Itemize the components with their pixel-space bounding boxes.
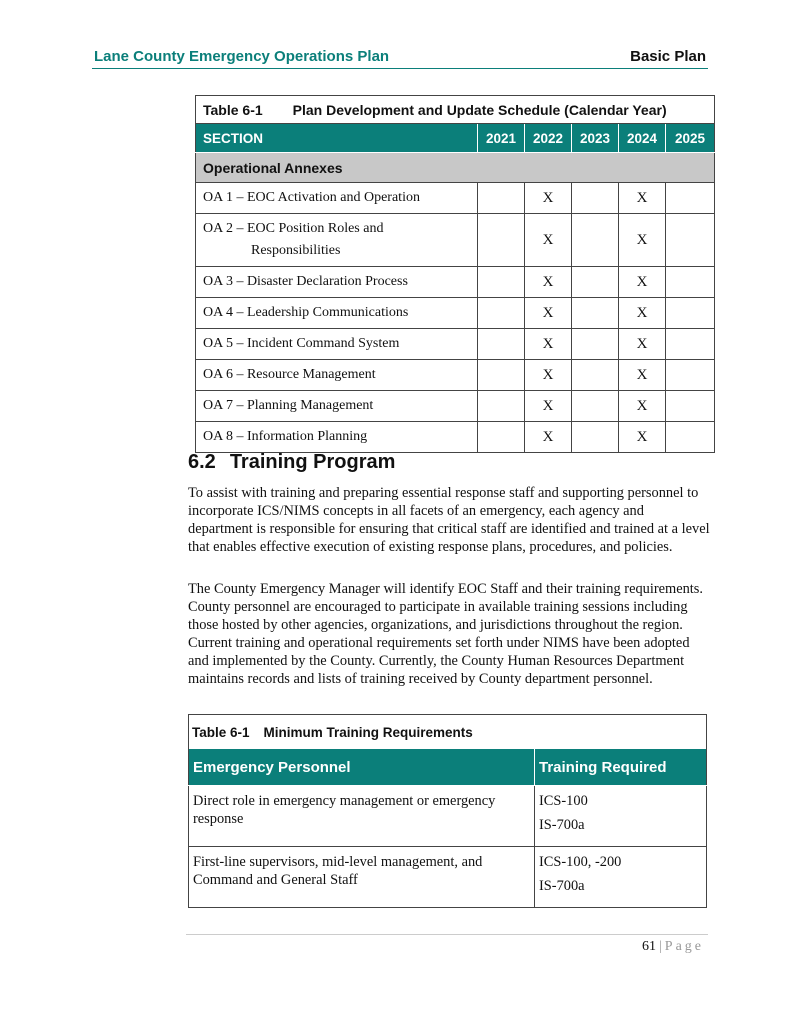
year-header: 2022 bbox=[525, 124, 572, 153]
schedule-mark: X bbox=[525, 422, 572, 453]
personnel-cell: First-line supervisors, mid-level management, and Command and General Staff bbox=[189, 847, 535, 908]
schedule-mark: X bbox=[525, 391, 572, 422]
training-item: ICS-100, -200 bbox=[539, 854, 622, 870]
schedule-mark: X bbox=[619, 183, 666, 214]
annex-name: OA 2 – EOC Position Roles and bbox=[203, 221, 384, 236]
schedule-mark bbox=[666, 267, 715, 298]
annex-name: OA 8 – Information Planning bbox=[196, 422, 478, 453]
paragraph: To assist with training and preparing essential response staff and supporting personnel to incorporate ICS/NIMS concepts in all facets of an emergency, each agency and department is responsible for ensuring that critical staff are identified and trained at a level that enables effective execution of existing response plans, procedures, and policies. bbox=[188, 485, 710, 555]
training-item: IS-700a bbox=[539, 878, 585, 894]
schedule-mark: X bbox=[525, 329, 572, 360]
schedule-mark bbox=[666, 183, 715, 214]
schedule-mark bbox=[572, 298, 619, 329]
schedule-mark: X bbox=[619, 214, 666, 267]
schedule-mark bbox=[478, 298, 525, 329]
annex-name: OA 1 – EOC Activation and Operation bbox=[196, 183, 478, 214]
schedule-mark: X bbox=[619, 422, 666, 453]
schedule-mark bbox=[572, 391, 619, 422]
schedule-mark bbox=[478, 422, 525, 453]
schedule-mark bbox=[478, 214, 525, 267]
schedule-mark bbox=[666, 329, 715, 360]
section-label: Basic Plan bbox=[630, 48, 706, 65]
training-item: ICS-100 bbox=[539, 793, 588, 809]
schedule-mark: X bbox=[619, 360, 666, 391]
schedule-mark bbox=[666, 214, 715, 267]
annex-name: OA 7 – Planning Management bbox=[196, 391, 478, 422]
table-row bbox=[196, 422, 715, 453]
table-row bbox=[189, 847, 707, 908]
table-row bbox=[196, 329, 715, 360]
schedule-mark: X bbox=[619, 329, 666, 360]
section-heading bbox=[188, 451, 395, 474]
table-row bbox=[196, 360, 715, 391]
schedule-mark bbox=[478, 183, 525, 214]
caption-label: Table 6-1 bbox=[192, 724, 250, 740]
annex-name: OA 4 – Leadership Communications bbox=[196, 298, 478, 329]
schedule-mark: X bbox=[525, 298, 572, 329]
training-table-caption bbox=[189, 715, 707, 750]
schedule-mark: X bbox=[619, 298, 666, 329]
section-number: 6.2 bbox=[188, 451, 216, 473]
schedule-mark bbox=[478, 391, 525, 422]
schedule-mark bbox=[572, 267, 619, 298]
schedule-mark bbox=[478, 267, 525, 298]
schedule-mark: X bbox=[525, 360, 572, 391]
schedule-mark: X bbox=[619, 267, 666, 298]
schedule-mark bbox=[666, 391, 715, 422]
schedule-table bbox=[195, 95, 715, 453]
year-header: 2025 bbox=[666, 124, 715, 153]
caption-label: Table 6-1 bbox=[203, 101, 263, 118]
schedule-mark bbox=[572, 422, 619, 453]
schedule-table-caption bbox=[196, 96, 715, 124]
training-column-header: Training Required bbox=[535, 749, 707, 786]
personnel-cell: Direct role in emergency management or emergency response bbox=[189, 786, 535, 847]
group-label: Operational Annexes bbox=[196, 153, 715, 183]
training-header-row bbox=[189, 749, 707, 786]
personnel-column-header: Emergency Personnel bbox=[189, 749, 535, 786]
schedule-mark bbox=[478, 329, 525, 360]
table-row bbox=[196, 298, 715, 329]
training-item: IS-700a bbox=[539, 817, 585, 833]
schedule-mark: X bbox=[619, 391, 666, 422]
schedule-mark bbox=[478, 360, 525, 391]
page-number: 61 bbox=[641, 939, 656, 954]
page-label: Page bbox=[664, 939, 704, 954]
table-row bbox=[196, 391, 715, 422]
page-indicator bbox=[642, 939, 704, 955]
table-row bbox=[196, 267, 715, 298]
section-column-header: SECTION bbox=[196, 124, 478, 153]
schedule-mark bbox=[572, 214, 619, 267]
schedule-mark bbox=[666, 422, 715, 453]
caption-title: Plan Development and Update Schedule (Calendar Year) bbox=[292, 101, 667, 118]
table-row bbox=[189, 786, 707, 847]
schedule-mark bbox=[666, 298, 715, 329]
annex-name-cell bbox=[196, 214, 478, 267]
caption-title: Minimum Training Requirements bbox=[263, 724, 473, 740]
annex-name: OA 6 – Resource Management bbox=[196, 360, 478, 391]
page-header bbox=[92, 46, 708, 69]
year-header: 2023 bbox=[572, 124, 619, 153]
table-row bbox=[196, 214, 715, 267]
schedule-mark bbox=[572, 360, 619, 391]
schedule-mark bbox=[666, 360, 715, 391]
section-title: Training Program bbox=[229, 451, 396, 473]
schedule-mark bbox=[572, 183, 619, 214]
paragraph: The County Emergency Manager will identify EOC Staff and their training requirements. County personnel are encouraged to participate in available training sessions including those hosted by other agencies, organizations, and jurisdictions throughout the region. Current training and operational requirements set forth under NIMS have been adopted and implemented by the County. Currently, the County Human Resources Department maintains records and lists of training received by County department personnel. bbox=[188, 581, 703, 687]
document-title: Lane County Emergency Operations Plan bbox=[94, 48, 390, 65]
schedule-mark: X bbox=[525, 267, 572, 298]
annex-name: OA 5 – Incident Command System bbox=[196, 329, 478, 360]
year-header: 2024 bbox=[619, 124, 666, 153]
annex-name-continued: Responsibilities bbox=[251, 243, 341, 258]
schedule-mark bbox=[572, 329, 619, 360]
page-footer bbox=[186, 934, 708, 954]
training-cell bbox=[535, 847, 707, 908]
annex-name: OA 3 – Disaster Declaration Process bbox=[196, 267, 478, 298]
training-table bbox=[188, 714, 707, 908]
training-cell bbox=[535, 786, 707, 847]
page-separator: | bbox=[658, 939, 662, 954]
year-header: 2021 bbox=[478, 124, 525, 153]
schedule-mark: X bbox=[525, 183, 572, 214]
schedule-mark: X bbox=[525, 214, 572, 267]
table-row bbox=[196, 183, 715, 214]
group-row bbox=[196, 153, 715, 183]
schedule-header-row bbox=[196, 124, 715, 153]
